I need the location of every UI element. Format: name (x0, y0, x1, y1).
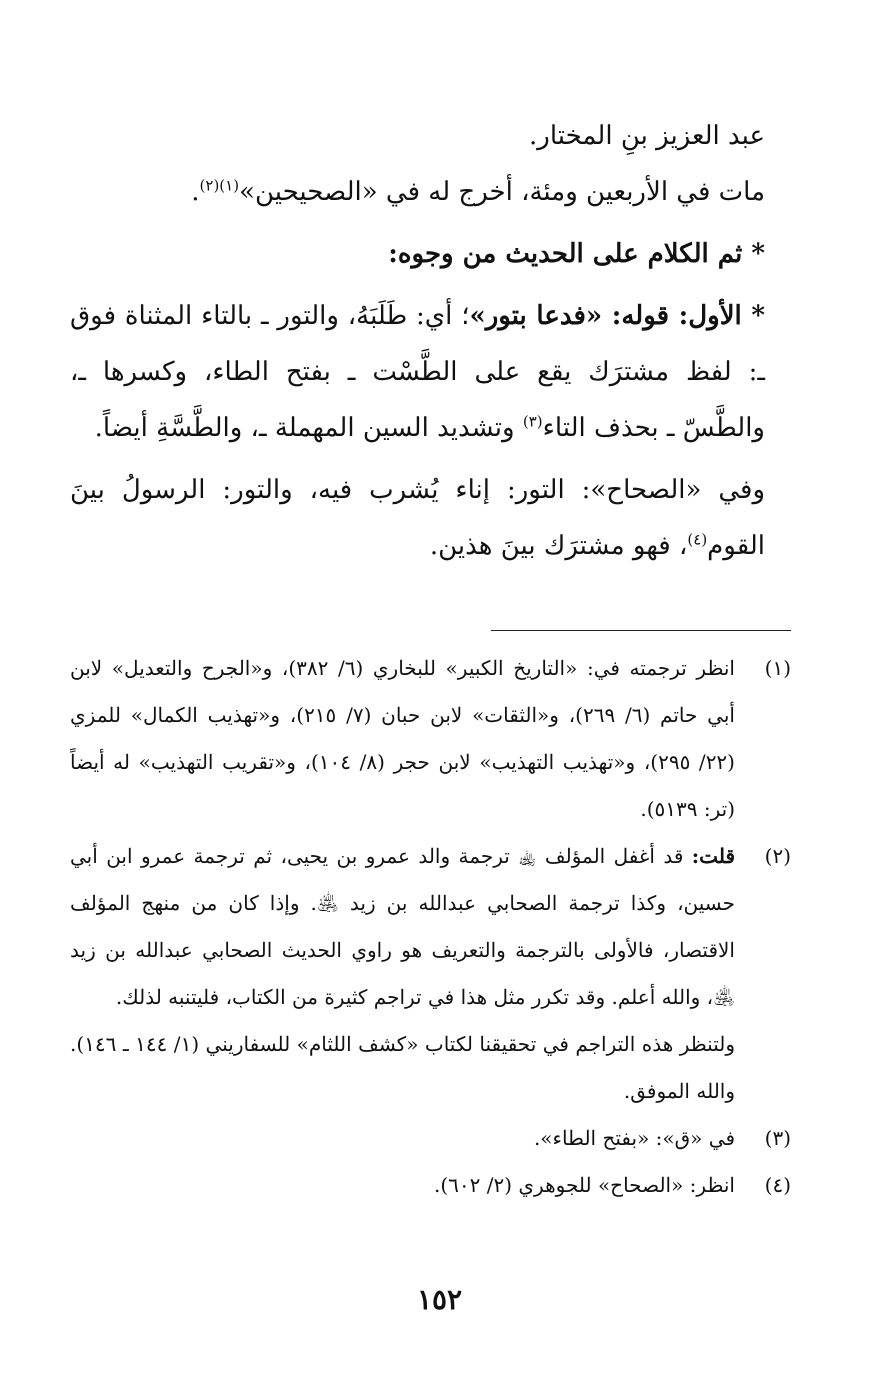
footnote-2-text: قد أغفل المؤلف ﵀ ترجمة والد عمرو بن يحيى، ثم ترجمة عمرو ابن أبي حسين، وكذا ترجمة الصحابي عبدالله بن زيد ﵁. وإذا كان من منهج المؤلف الاقتصار، فالأولى بالترجمة والتعريف هو راوي الحديث الصحابي عبدالله بن زيد ﵁، والله أعلم. وقد تكرر مثل هذا في تراجم كثيرة من الكتاب، فليتنبه لذلك. (70, 844, 735, 1009)
main-text (70, 108, 791, 574)
paragraph-5 (70, 462, 791, 574)
paragraph-4-lead: * الأول: قوله: «فدعا بتور» (469, 301, 765, 331)
footnote-ref-1-2: (١)(٢) (199, 176, 240, 195)
footnote-4 (70, 1162, 791, 1209)
footnote-1-number: (١) (764, 656, 791, 680)
section-heading-text: * ثم الكلام على الحديث من وجوه: (388, 239, 765, 269)
paragraph-2 (70, 164, 791, 220)
footnote-2-continuation (70, 1021, 791, 1115)
footnote-ref-4: (٤) (687, 530, 708, 549)
footnote-1 (70, 645, 791, 833)
footnote-3-number: (٣) (764, 1126, 791, 1150)
footnote-2-number: (٢) (764, 844, 791, 868)
footnote-2-lead: قلت: (691, 844, 735, 868)
footnote-3-text: في «ق»: «بفتح الطاء». (533, 1126, 735, 1150)
paragraph-4-end: وتشديد السين المهملة ـ، والطَّسَّةِ أيضاً. (94, 413, 523, 443)
paragraph-5-end: ، فهو مشترَك بينَ هذين. (429, 531, 688, 561)
paragraph-1-text: عبد العزيز بنِ المختار. (529, 121, 765, 151)
footnote-4-number: (٤) (764, 1173, 791, 1197)
footnote-2 (70, 833, 791, 1021)
paragraph-4 (70, 288, 791, 456)
footnote-1-text: انظر ترجمته في: «التاريخ الكبير» للبخاري (٦/ ٣٨٢)، و«الجرح والتعديل» لابن أبي حاتم (٦/ ٢٦٩)، و«الثقات» لابن حبان (٧/ ٢١٥)، و«تهذيب الكمال» للمزي (٢٢/ ٢٩٥)، و«تهذيب التهذيب» لابن حجر (٨/ ١٠٤)، و«تقريب التهذيب» له أيضاً (تر: ٥١٣٩). (70, 656, 735, 821)
page-number: ١٥٢ (416, 1283, 463, 1316)
footnotes (70, 645, 791, 1209)
footnote-ref-3: (٣) (522, 412, 543, 431)
footnote-2-body (70, 833, 735, 1021)
footnote-3 (70, 1115, 791, 1162)
footnote-2-continuation-text: ولتنظر هذه التراجم في تحقيقنا لكتاب «كشف اللثام» للسفاريني (١/ ١٤٤ ـ ١٤٦). والله الموفق. (70, 1032, 735, 1103)
paragraph-2-end: . (191, 177, 200, 207)
paragraph-5-text: وفي «الصحاح»: التور: إناء يُشرب فيه، والتور: الرسولُ بينَ القوم (70, 475, 765, 561)
footnote-4-text: انظر: «الصحاح» للجوهري (٢/ ٦٠٢). (433, 1173, 735, 1197)
paragraph-1 (70, 108, 791, 164)
footnote-separator (491, 630, 791, 631)
paragraph-2-text: مات في الأربعين ومئة، أخرج له في «الصحيحين» (239, 177, 765, 207)
section-heading (70, 226, 791, 282)
paragraph-4-text: ؛ أي: طَلَبَهُ، والتور ـ بالتاء المثناة فوق ـ: لفظ مشترَك يقع على الطَّسْت ـ بفتح الطاء، وكسرها ـ، والطَّسّ ـ بحذف التاء (70, 301, 765, 443)
